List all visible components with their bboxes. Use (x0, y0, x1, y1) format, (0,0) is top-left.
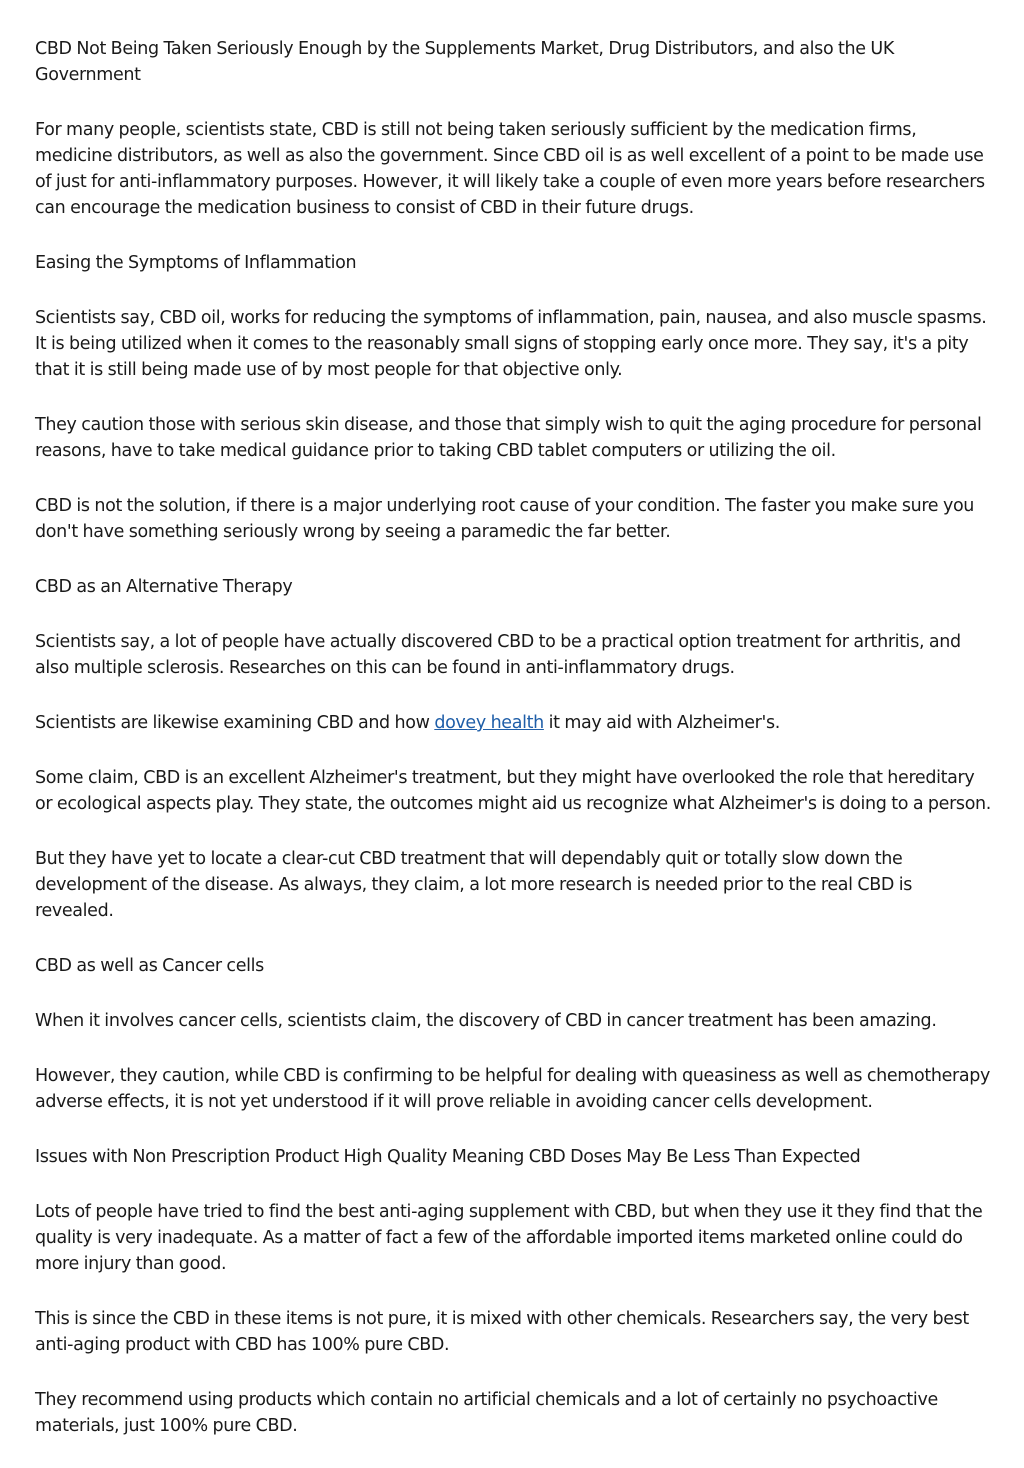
paragraph-cancer-discovery: When it involves cancer cells, scientists claim, the discovery of CBD in cancer treatment has been amazing. (35, 1011, 937, 1031)
heading-alternative-therapy: CBD as an Alternative Therapy (35, 577, 293, 597)
paragraph-medication-firms: For many people, scientists state, CBD is still not being taken seriously sufficient by the medication firms, medicine distributors, as well as also the government. Since CBD oil is as well excellent of a point to be made use of just for anti-inflammatory purposes. However, it will likely take a couple of even more years before researchers can encourage the medication business to consist of CBD in their future drugs. (35, 120, 985, 218)
paragraph-arthritis-sclerosis: Scientists say, a lot of people have actually discovered CBD to be a practical option treatment for arthritis, and also multiple sclerosis. Researches on this can be found in anti-inflammatory drugs. (35, 632, 961, 678)
heading-easing-symptoms: Easing the Symptoms of Inflammation (35, 253, 357, 273)
paragraph-not-the-solution: CBD is not the solution, if there is a major underlying root cause of your condition. The faster you make sure you don't have something seriously wrong by seeing a paramedic the far better. (35, 496, 975, 542)
paragraph-chemotherapy: However, they caution, while CBD is confirming to be helpful for dealing with queasiness as well as chemotherapy adverse effects, it is not yet understood if it will prove reliable in avoiding cancer cells development. (35, 1066, 990, 1112)
paragraph-cbd-oil-inflammation: Scientists say, CBD oil, works for reducing the symptoms of inflammation, pain, nausea, and also muscle spasms. It is being utilized when it comes to the reasonably small signs of stopping early once more. They say, it's a pity that it is still being made use of by most people for that objective only. (35, 308, 987, 380)
paragraph-alzheimers-link (35, 710, 993, 736)
heading-product-quality: Issues with Non Prescription Product High Quality Meaning CBD Doses May Be Less Than Expected (35, 1147, 861, 1167)
paragraph-clear-cut-treatment: But they have yet to locate a clear-cut CBD treatment that will dependably quit or totally slow down the development of the disease. As always, they claim, a lot more research is needed prior to the real CBD is revealed. (35, 849, 912, 921)
paragraph-caution-skin-disease: They caution those with serious skin disease, and those that simply wish to quit the aging procedure for personal reasons, have to take medical guidance prior to taking CBD tablet computers or utilizing the oil. (35, 415, 982, 461)
paragraph-recommend-products: They recommend using products which contain no artificial chemicals and a lot of certainly no psychoactive materials, just 100% pure CBD. (35, 1390, 938, 1436)
paragraph-anti-aging-supplement: Lots of people have tried to find the best anti-aging supplement with CBD, but when they use it they find that the quality is very inadequate. As a matter of fact a few of the affordable imported items marketed online could do more injury than good. (35, 1202, 983, 1274)
paragraph-text-after-link: it may aid with Alzheimer's. (543, 713, 780, 733)
document-body (35, 36, 993, 1468)
paragraph-not-pure: This is since the CBD in these items is not pure, it is mixed with other chemicals. Researchers say, the very best anti-aging product with CBD has 100% pure CBD. (35, 1309, 969, 1355)
dovey-health-link[interactable]: dovey health (434, 713, 544, 733)
paragraph-alzheimers-treatment: Some claim, CBD is an excellent Alzheimer's treatment, but they might have overlooked the role that hereditary or ecological aspects play. They state, the outcomes might aid us recognize what Alzheimer's is doing to a person. (35, 768, 992, 814)
heading-cbd-cancer: CBD as well as Cancer cells (35, 956, 264, 976)
paragraph-text-before-link: Scientists are likewise examining CBD and how (35, 713, 435, 733)
heading-cbd-not-taken-seriously: CBD Not Being Taken Seriously Enough by the Supplements Market, Drug Distributors, and also the UK Government (35, 39, 894, 85)
